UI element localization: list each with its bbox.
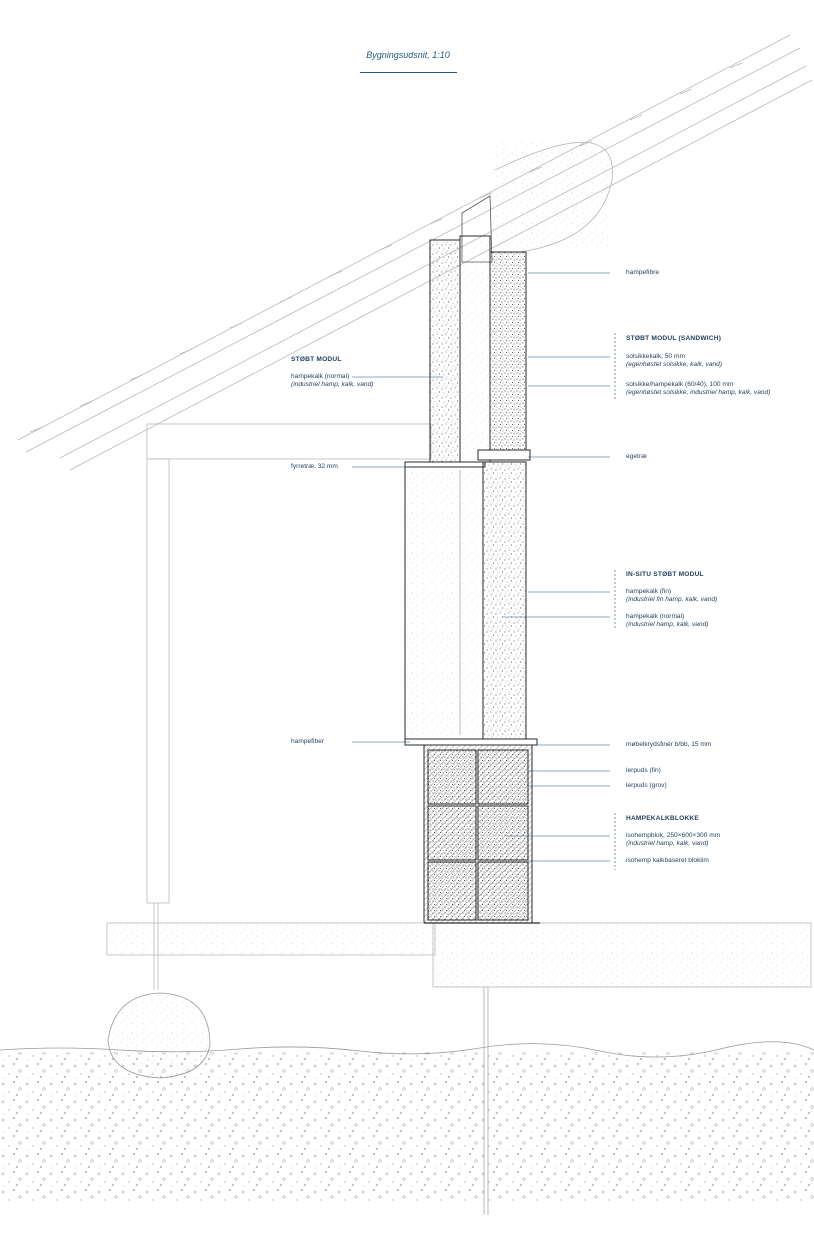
- label-solsikke-hampekalk: solsikke/hampekalk (60/40), 100 mm: [626, 381, 734, 388]
- label-lerpuds-grov: lerpuds (grov): [626, 782, 667, 789]
- note-hampekalk-normal-insitu: (industriel hamp, kalk, vand): [626, 621, 709, 628]
- in-situ-outer: [483, 462, 526, 739]
- label-blokklim: isohemp kalkbaseret bloklim: [626, 857, 709, 864]
- hemp-block-stack: [424, 745, 532, 923]
- eaves-insulation-ghost: [492, 140, 612, 250]
- ground-fill: [0, 1052, 814, 1202]
- heading-stobt-modul-sandwich: STØBT MODUL (SANDWICH): [626, 335, 722, 342]
- label-hampekalk-normal-upper: hampekalk (normal): [291, 373, 350, 380]
- label-mobelkrydsfiner: møbelkrydsfinér b/bb, 15 mm: [626, 741, 712, 748]
- label-isohempblok: isohempblok, 250×600×300 mm: [626, 832, 721, 839]
- heading-stobt-modul: STØBT MODUL: [291, 356, 342, 363]
- label-hampefiber: hampefiber: [291, 738, 324, 745]
- floor-slab-ghost: [107, 923, 435, 955]
- hemp-block: [428, 862, 476, 920]
- roof-ghost: [18, 35, 812, 470]
- heading-hampekalkblokke: HAMPEKALKBLOKKE: [626, 815, 699, 822]
- heading-in-situ: IN-SITU STØBT MODUL: [626, 571, 704, 578]
- upper-sandwich-inner-layer: [460, 236, 490, 462]
- foundation-slab: [433, 923, 811, 987]
- label-fyrretrae: fyrretræ, 32 mm: [291, 463, 338, 470]
- pine-board: [405, 462, 485, 467]
- label-solsikkekalk: solsikkekalk, 50 mm: [626, 353, 685, 360]
- drawing-title: Bygningsudsnit, 1:10: [366, 50, 450, 60]
- label-hampefibre: hampefibre: [626, 269, 659, 276]
- hemp-block: [428, 806, 476, 860]
- note-solsikke-hampekalk: (egenhøstet solsikke, industriel hamp, kalk, vand): [626, 389, 771, 396]
- note-solsikkekalk: (egenhøstet solsikke, kalk, vand): [626, 361, 723, 368]
- hemp-block: [478, 806, 528, 860]
- timber-frame-ghost: [147, 424, 431, 990]
- upper-inner-module: [430, 240, 460, 462]
- hemp-block: [478, 862, 528, 920]
- upper-sandwich-outer-layer: [490, 252, 526, 452]
- oak-sill: [478, 450, 530, 460]
- note-hampekalk-fin: (industriel fin hamp, kalk, vand): [626, 596, 718, 603]
- in-situ-inner: [405, 467, 483, 739]
- plywood-sheet: [405, 739, 537, 745]
- label-hampekalk-fin: hampekalk (fin): [626, 588, 672, 595]
- label-hampekalk-normal-insitu: hampekalk (normal): [626, 613, 685, 620]
- hemp-block: [478, 750, 528, 804]
- note-hampekalk-normal-upper: (industriel hamp, kalk, vand): [291, 381, 374, 388]
- label-egetrae: egetræ: [626, 453, 647, 460]
- hemp-block: [428, 750, 476, 804]
- note-isohempblok: (industriel hamp, kalk, vand): [626, 840, 709, 847]
- label-lerpuds-fin: lerpuds (fin): [626, 767, 661, 774]
